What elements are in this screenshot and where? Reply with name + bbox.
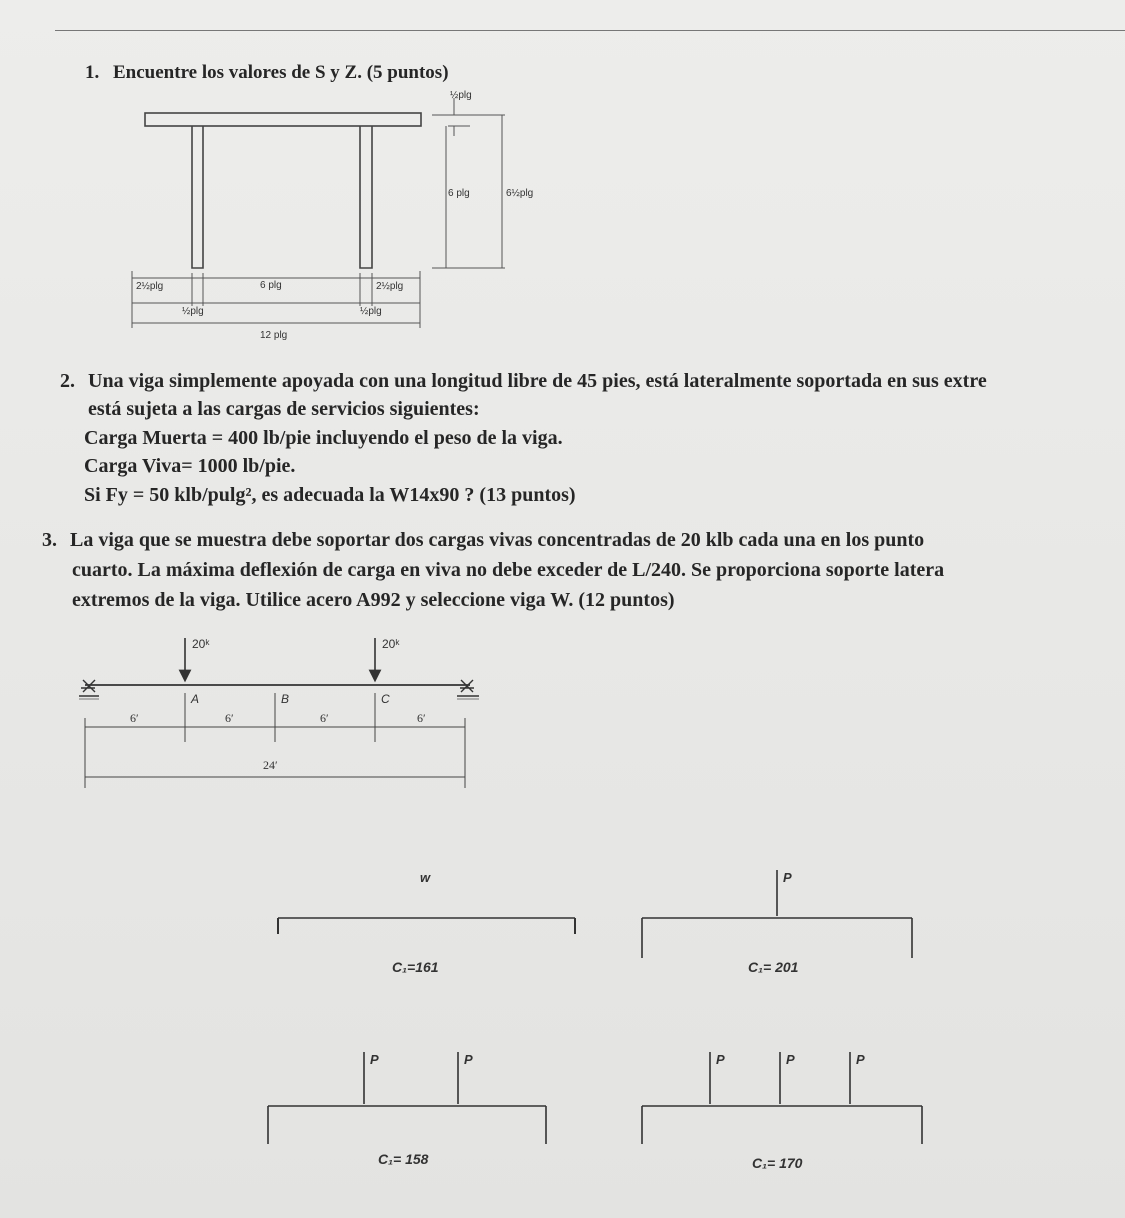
point-load-label-1: P xyxy=(716,1052,725,1067)
question-2-line-2: está sujeta a las cargas de servicios siguientes: xyxy=(88,398,480,420)
question-text: La viga que se muestra debe soportar dos cargas vivas concentradas de 20 klb cada una en los punto xyxy=(70,529,925,551)
question-text: Una viga simplemente apoyada con una longitud libre de 45 pies, está lateralmente soportada en sus extre xyxy=(88,370,987,392)
question-number: 2. xyxy=(60,370,75,392)
two-load-coefficient: C₁= 158 xyxy=(378,1151,429,1167)
question-3 xyxy=(42,529,924,552)
beam-diagram xyxy=(75,630,495,800)
case-two-point-loads xyxy=(262,1040,562,1180)
dim-inner-height: 6 plg xyxy=(448,188,470,199)
question-2-line-4: Carga Viva= 1000 lb/pie. xyxy=(84,455,296,477)
question-number: 3. xyxy=(42,529,57,551)
case-one-point-load xyxy=(640,860,930,980)
segment-2-label: 6′ xyxy=(225,711,234,725)
question-3-line-3: extremos de la viga. Utilice acero A992 y seleccione viga W. (12 puntos) xyxy=(72,589,675,611)
point-load-label-2: P xyxy=(786,1052,795,1067)
dim-left-stem: ½plg xyxy=(182,306,204,317)
dim-top-flange: ½plg xyxy=(450,90,472,101)
dim-left-edge: 2½plg xyxy=(136,281,164,292)
question-2-line-5: Si Fy = 50 klb/pulg², es adecuada la W14x90 ? (13 puntos) xyxy=(84,484,576,506)
three-load-coefficient: C₁= 170 xyxy=(752,1155,803,1171)
t-section-diagram xyxy=(120,88,580,348)
total-length-label: 24′ xyxy=(263,758,278,772)
question-number: 1. xyxy=(85,62,100,83)
left-stem xyxy=(192,126,203,268)
dim-right-edge: 2½plg xyxy=(376,281,404,292)
question-2 xyxy=(60,370,987,393)
segment-4-label: 6′ xyxy=(417,711,426,725)
right-support xyxy=(457,680,479,699)
point-load-label: P xyxy=(783,870,792,885)
question-text: Encuentre los valores de S y Z. (5 puntos) xyxy=(113,62,449,83)
point-a-label: A xyxy=(191,692,200,706)
point-load-label-1: P xyxy=(370,1052,379,1067)
point-load-label-3: P xyxy=(856,1052,865,1067)
question-2-line-3: Carga Muerta = 400 lb/pie incluyendo el peso de la viga. xyxy=(84,427,563,449)
dim-total-height: 6½plg xyxy=(506,188,534,199)
left-support xyxy=(79,680,99,699)
right-stem xyxy=(360,126,372,268)
segment-1-label: 6′ xyxy=(130,711,139,725)
point-b-label: B xyxy=(281,692,290,706)
load-left-label: 20ᵏ xyxy=(192,637,210,651)
question-1 xyxy=(85,62,449,84)
uniform-load-label: w xyxy=(420,870,431,885)
dim-inner-width: 6 plg xyxy=(260,280,282,291)
point-load-label-2: P xyxy=(464,1052,473,1067)
case-three-point-loads xyxy=(640,1040,940,1180)
uniform-coefficient: C₁=161 xyxy=(392,959,439,975)
segment-3-label: 6′ xyxy=(320,711,329,725)
one-load-coefficient: C₁= 201 xyxy=(748,959,799,975)
dim-total-width: 12 plg xyxy=(260,330,288,341)
load-right-label: 20ᵏ xyxy=(382,637,400,651)
point-c-label: C xyxy=(381,692,390,706)
top-rule xyxy=(55,30,1125,31)
question-3-line-2: cuarto. La máxima deflexión de carga en viva no debe exceder de L/240. Se proporciona soporte latera xyxy=(72,559,945,581)
flange xyxy=(145,113,421,126)
case-uniform-load xyxy=(270,860,590,980)
dim-right-stem: ½plg xyxy=(360,306,382,317)
